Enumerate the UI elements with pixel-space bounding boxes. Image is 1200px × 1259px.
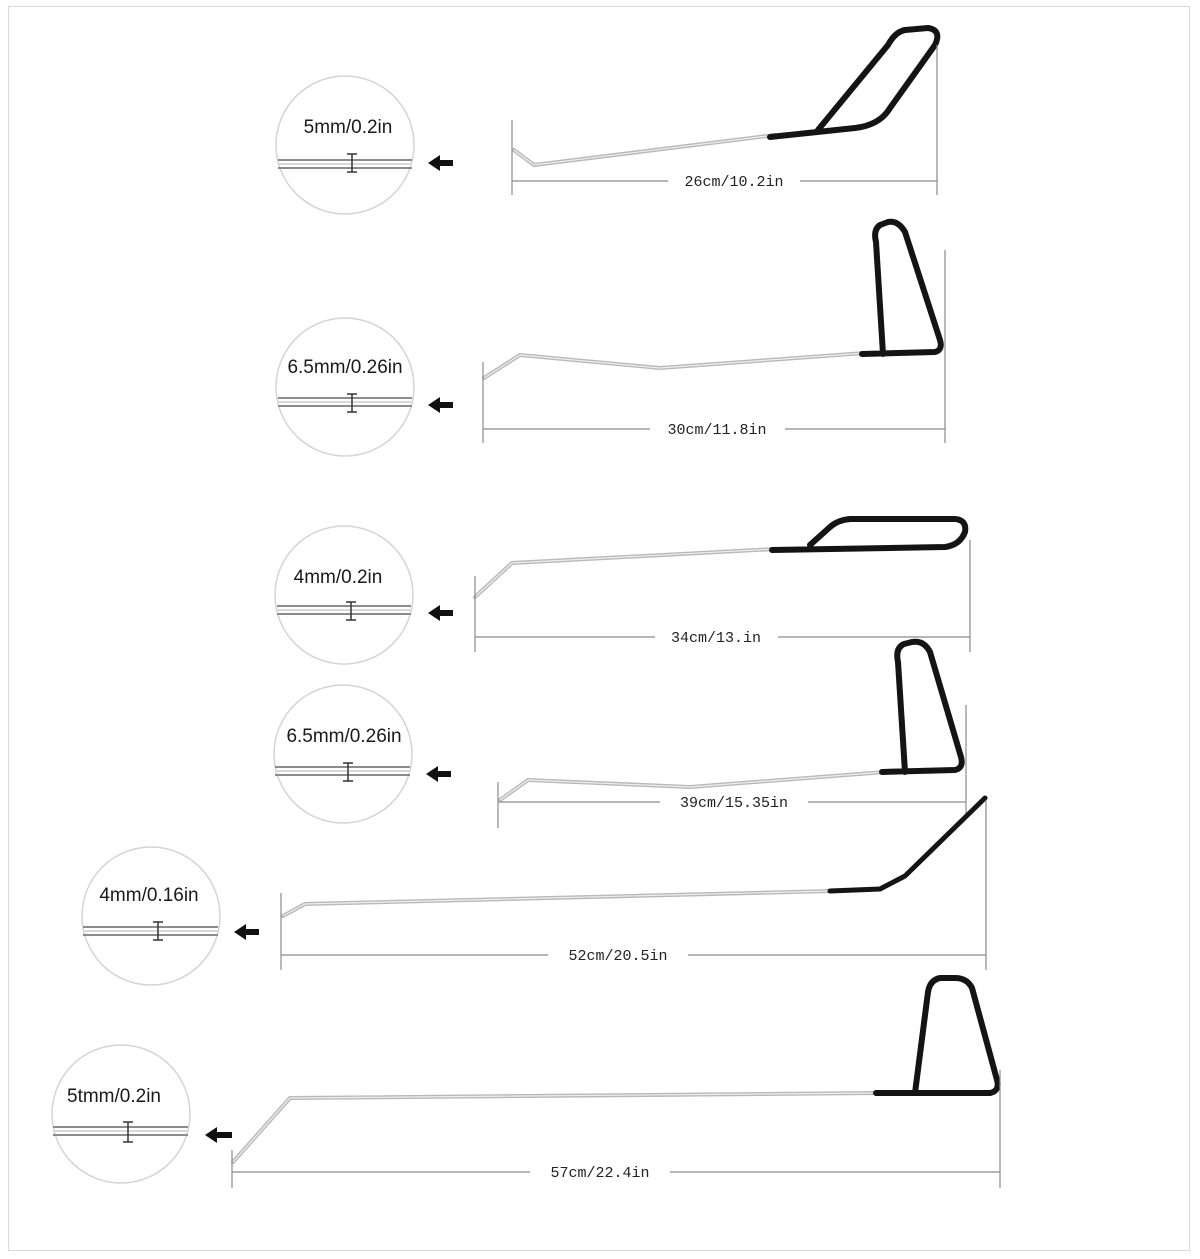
length-label: 52cm/20.5in (568, 948, 668, 965)
diameter-label: 5mm/0.2in (303, 117, 393, 138)
length-label: 34cm/13.in (670, 630, 762, 647)
diameter-detail-circle (276, 318, 414, 456)
diameter-label: 5tmm/0.2in (67, 1086, 161, 1107)
diameter-detail-circle (52, 1045, 190, 1183)
tool-4 (274, 642, 966, 828)
arrow-left-icon (205, 1127, 232, 1143)
diameter-detail-circle (275, 526, 413, 664)
length-label: 30cm/11.8in (667, 422, 767, 439)
rod-with-upright-loop-handle-icon (484, 222, 941, 378)
rod-with-triangle-handle-icon (233, 978, 998, 1162)
tool-6 (52, 978, 1000, 1188)
diameter-detail-circle (274, 685, 412, 823)
rod-with-angled-loop-handle-icon (514, 28, 937, 165)
arrow-left-icon (428, 155, 453, 171)
rod-with-flat-loop-handle-icon (475, 519, 965, 597)
arrow-left-icon (426, 766, 451, 782)
diameter-label: 6.5mm/0.26in (287, 357, 403, 378)
diameter-label: 6.5mm/0.26in (286, 726, 402, 747)
diameter-label: 4mm/0.16in (99, 885, 199, 906)
rod-with-bent-end-sleeve-icon (283, 798, 985, 916)
tool-1 (276, 28, 937, 214)
arrow-left-icon (428, 605, 453, 621)
arrow-left-icon (428, 397, 453, 413)
length-label: 39cm/15.35in (679, 795, 789, 812)
diameter-detail-circle (276, 76, 414, 214)
arrow-left-icon (234, 924, 259, 940)
tool-3 (275, 519, 970, 664)
length-label: 26cm/10.2in (684, 174, 784, 191)
diameter-detail-circle (82, 847, 220, 985)
length-label: 57cm/22.4in (550, 1165, 650, 1182)
tool-2 (276, 222, 945, 456)
length-dimension (281, 800, 986, 970)
rod-with-upright-loop-handle-icon (500, 642, 962, 800)
tool-5 (82, 798, 986, 985)
diameter-label: 4mm/0.2in (293, 567, 383, 588)
